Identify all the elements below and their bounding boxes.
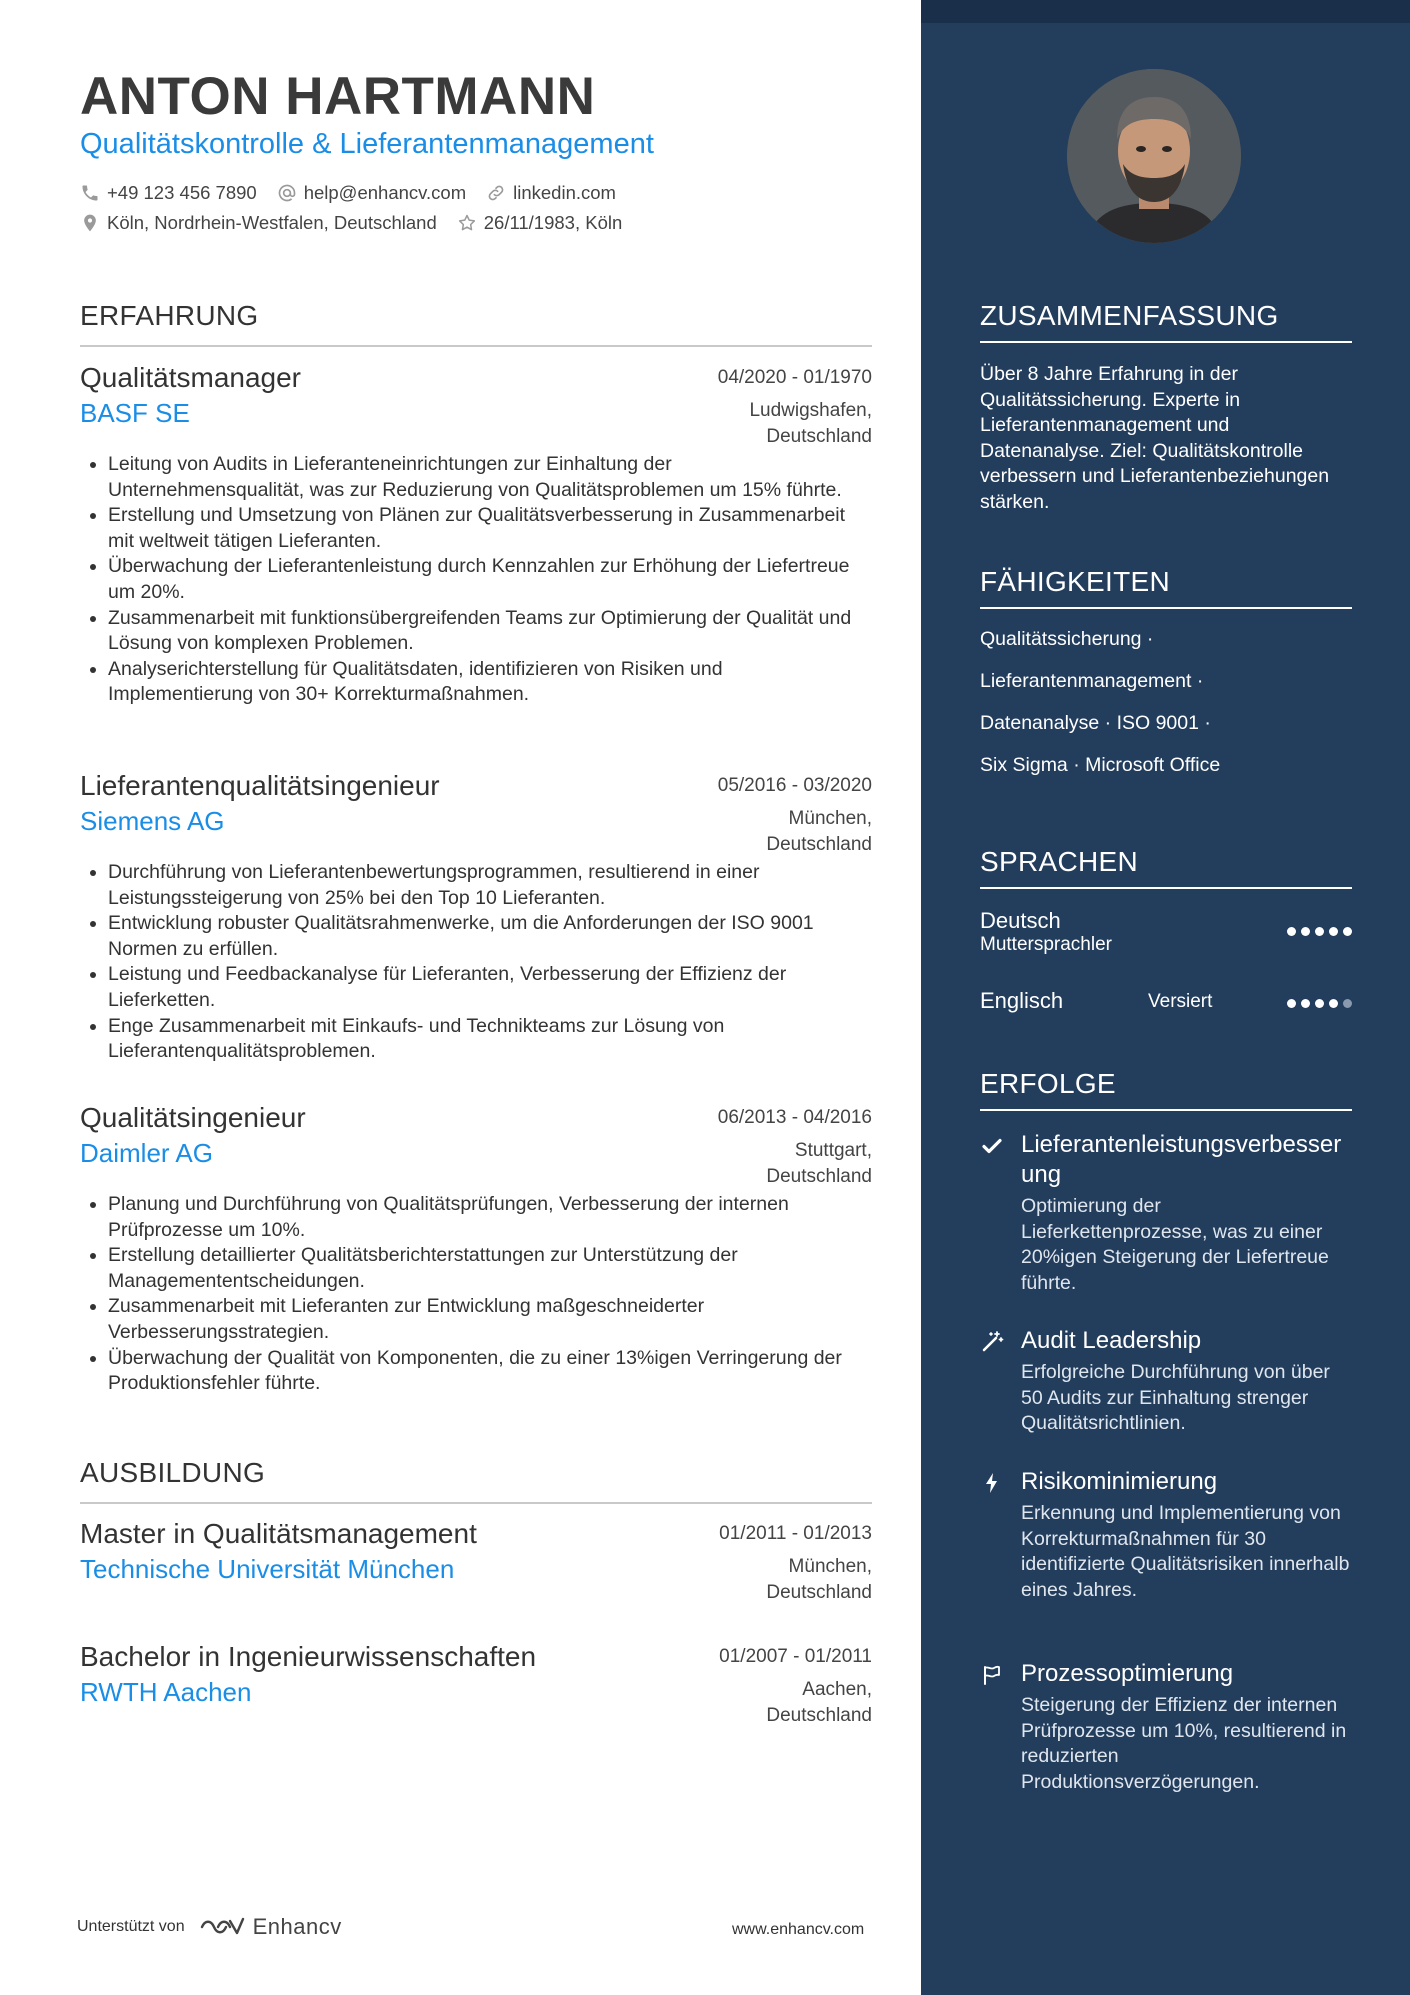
- achievements-heading: ERFOLGE: [980, 1068, 1352, 1111]
- achievement-title: Risikominimierung: [1021, 1468, 1218, 1495]
- rating-dot: [1315, 999, 1324, 1008]
- location-pin-icon: [80, 213, 100, 233]
- job-bullets: [80, 1192, 872, 1397]
- achievement-item: [980, 1659, 1352, 1795]
- contact-row-1: [80, 182, 636, 204]
- achievement-item: [980, 1467, 1352, 1603]
- contact-phone: [80, 182, 257, 204]
- language-item: [980, 908, 1352, 964]
- job-role: Qualitätsingenieur: [80, 1102, 306, 1133]
- contact-birth: [457, 212, 623, 234]
- achievement-desc: Erkennung und Implementierung von Korrekturmaßnahmen für 30 identifizierte Qualitätsrisiken innerhalb eines Jahres.: [1021, 1502, 1350, 1601]
- achievement-title: Lieferantenleistungsverbesserung: [1021, 1131, 1342, 1188]
- location-text: Köln, Nordrhein-Westfalen, Deutschland: [107, 212, 437, 233]
- check-icon: [980, 1134, 1006, 1158]
- footer-branding: [77, 1914, 342, 1940]
- achievement-item: [980, 1130, 1352, 1296]
- rating-dot: [1343, 999, 1352, 1008]
- skill-line: Lieferantenmanagement ·: [980, 670, 1204, 692]
- job-bullets: [80, 860, 872, 1065]
- rating-dot: [1329, 927, 1338, 936]
- job-entry: [80, 1102, 872, 1397]
- language-level: Versiert: [1148, 991, 1213, 1012]
- contact-email[interactable]: [277, 182, 466, 204]
- skill-line: Qualitätssicherung ·: [980, 628, 1154, 650]
- enhancv-logo-icon: [199, 1915, 245, 1939]
- phone-text: +49 123 456 7890: [107, 182, 257, 203]
- rating-dot: [1301, 927, 1310, 936]
- job-company: BASF SE: [80, 398, 190, 428]
- job-bullets: [80, 452, 872, 708]
- achievement-item: [980, 1326, 1352, 1437]
- job-date: 06/2013 - 04/2016: [717, 1107, 872, 1128]
- job-bullet: Analyserichterstellung für Qualitätsdaten, identifizieren von Risiken und Implementierung von 30+ Korrekturmaßnahmen.: [80, 657, 872, 708]
- job-role: Lieferantenqualitätsingenieur: [80, 770, 440, 801]
- contact-linkedin[interactable]: [486, 182, 616, 204]
- job-company: Daimler AG: [80, 1138, 213, 1168]
- linkedin-text: linkedin.com: [513, 182, 616, 203]
- birth-text: 26/11/1983, Köln: [483, 212, 623, 233]
- job-role: Qualitätsmanager: [80, 362, 302, 393]
- job-bullet: Zusammenarbeit mit Lieferanten zur Entwicklung maßgeschneiderter Verbesserungsstrategien.: [80, 1294, 872, 1345]
- job-bullet: Leistung und Feedbackanalyse für Lieferanten, Verbesserung der Effizienz der Lieferketten.: [80, 962, 872, 1013]
- language-name: Deutsch: [980, 908, 1061, 933]
- job-location: München, Deutschland: [766, 808, 872, 855]
- summary-text: Über 8 Jahre Erfahrung in der Qualitätssicherung. Experte in Lieferantenmanagement und Datenanalyse. Ziel: Qualitätskontrolle verbessern und Lieferantenbeziehungen stärken.: [980, 363, 1330, 513]
- education-entry: [80, 1518, 872, 1606]
- job-bullet: Entwicklung robuster Qualitätsrahmenwerke, um die Anforderungen der ISO 9001 Normen zu erfüllen.: [80, 911, 872, 962]
- achievement-desc: Erfolgreiche Durchführung von über 50 Audits zur Einhaltung strenger Qualitätsrichtlinien.: [1021, 1361, 1330, 1435]
- candidate-title: Qualitätskontrolle & Lieferantenmanagement: [80, 128, 654, 160]
- education-heading: AUSBILDUNG: [80, 1457, 872, 1504]
- magic-wand-icon: [980, 1330, 1006, 1354]
- rating-dot: [1315, 927, 1324, 936]
- job-bullet: Enge Zusammenarbeit mit Einkaufs- und Technikteams zur Lösung von Lieferantenqualitätsproblemen.: [80, 1014, 872, 1065]
- job-bullet: Überwachung der Lieferantenleistung durch Kennzahlen zur Erhöhung der Liefertreue um 20%.: [80, 554, 872, 605]
- education-degree: Bachelor in Ingenieurwissenschaften: [80, 1641, 537, 1672]
- sidebar: [921, 0, 1410, 1995]
- language-name: Englisch: [980, 988, 1064, 1013]
- education-date: 01/2007 - 01/2011: [719, 1646, 872, 1667]
- achievement-desc: Steigerung der Effizienz der internen Prüfprozesse um 10%, resultierend in reduzierten Produktionsverzögerungen.: [1021, 1694, 1347, 1793]
- job-company: Siemens AG: [80, 806, 225, 836]
- education-degree: Master in Qualitätsmanagement: [80, 1518, 477, 1549]
- language-rating: [1287, 999, 1352, 1008]
- job-bullet: Erstellung detaillierter Qualitätsberichterstattungen zur Unterstützung der Managemententscheidungen.: [80, 1243, 872, 1294]
- job-bullet: Durchführung von Lieferantenbewertungsprogrammen, resultierend in einer Leistungssteigerung von 25% bei den Top 10 Lieferanten.: [80, 860, 872, 911]
- experience-heading: ERFAHRUNG: [80, 300, 872, 347]
- footer-website[interactable]: www.enhancv.com: [732, 1921, 865, 1938]
- achievement-title: Audit Leadership: [1021, 1327, 1202, 1354]
- email-text: help@enhancv.com: [303, 182, 467, 203]
- link-icon: [486, 183, 506, 203]
- rating-dot: [1287, 999, 1296, 1008]
- contact-location: [80, 212, 437, 234]
- sidebar-topbar: [921, 0, 1410, 23]
- education-school: RWTH Aachen: [80, 1677, 252, 1707]
- job-bullet: Überwachung der Qualität von Komponenten, die zu einer 13%igen Verringerung der Produktionsfehler führte.: [80, 1346, 872, 1397]
- rating-dot: [1329, 999, 1338, 1008]
- skill-line: Six Sigma · Microsoft Office: [980, 754, 1221, 776]
- rating-dot: [1301, 999, 1310, 1008]
- achievement-title: Prozessoptimierung: [1021, 1660, 1234, 1687]
- job-bullet: Leitung von Audits in Lieferanteneinrichtungen zur Einhaltung der Unternehmensqualität, was zur Reduzierung von Qualitätsproblemen um 15% führte.: [80, 452, 872, 503]
- education-location: München, Deutschland: [766, 1556, 872, 1603]
- job-bullet: Zusammenarbeit mit funktionsübergreifenden Teams zur Optimierung der Qualität und Lösung von komplexen Problemen.: [80, 606, 872, 657]
- job-entry: [80, 770, 872, 1065]
- flag-icon: [980, 1663, 1006, 1687]
- language-item: [980, 988, 1352, 1020]
- languages-heading: SPRACHEN: [980, 846, 1352, 889]
- achievement-desc: Optimierung der Lieferkettenprozesse, was zu einer 20%igen Steigerung der Liefertreue führte.: [1021, 1195, 1329, 1294]
- language-level: Muttersprachler: [980, 934, 1112, 955]
- education-date: 01/2011 - 01/2013: [719, 1523, 872, 1544]
- education-location: Aachen, Deutschland: [766, 1679, 872, 1726]
- powered-by-text: Unterstützt von: [77, 1918, 185, 1935]
- skills-heading: FÄHIGKEITEN: [980, 566, 1352, 609]
- job-bullet: Planung und Durchführung von Qualitätsprüfungen, Verbesserung der internen Prüfprozesse um 10%.: [80, 1192, 872, 1243]
- job-location: Ludwigshafen, Deutschland: [749, 400, 872, 447]
- education-school: Technische Universität München: [80, 1554, 455, 1584]
- rating-dot: [1343, 927, 1352, 936]
- avatar: [1067, 69, 1241, 243]
- skill-line: Datenanalyse · ISO 9001 ·: [980, 712, 1211, 734]
- language-rating: [1287, 927, 1352, 936]
- rating-dot: [1287, 927, 1296, 936]
- job-date: 05/2016 - 03/2020: [717, 775, 872, 796]
- job-bullet: Erstellung und Umsetzung von Plänen zur Qualitätsverbesserung in Zusammenarbeit mit weltweit tätigen Lieferanten.: [80, 503, 872, 554]
- contact-row-2: [80, 212, 642, 234]
- summary-heading: ZUSAMMENFASSUNG: [980, 300, 1352, 343]
- brand-name: Enhancv: [252, 1914, 342, 1939]
- candidate-name: ANTON HARTMANN: [80, 67, 596, 126]
- education-entry: [80, 1641, 872, 1729]
- at-icon: [277, 183, 297, 203]
- star-icon: [457, 213, 477, 233]
- job-entry: [80, 362, 872, 708]
- lightning-icon: [980, 1471, 1006, 1495]
- phone-icon: [80, 183, 100, 203]
- job-date: 04/2020 - 01/1970: [717, 367, 872, 388]
- job-location: Stuttgart, Deutschland: [766, 1140, 872, 1187]
